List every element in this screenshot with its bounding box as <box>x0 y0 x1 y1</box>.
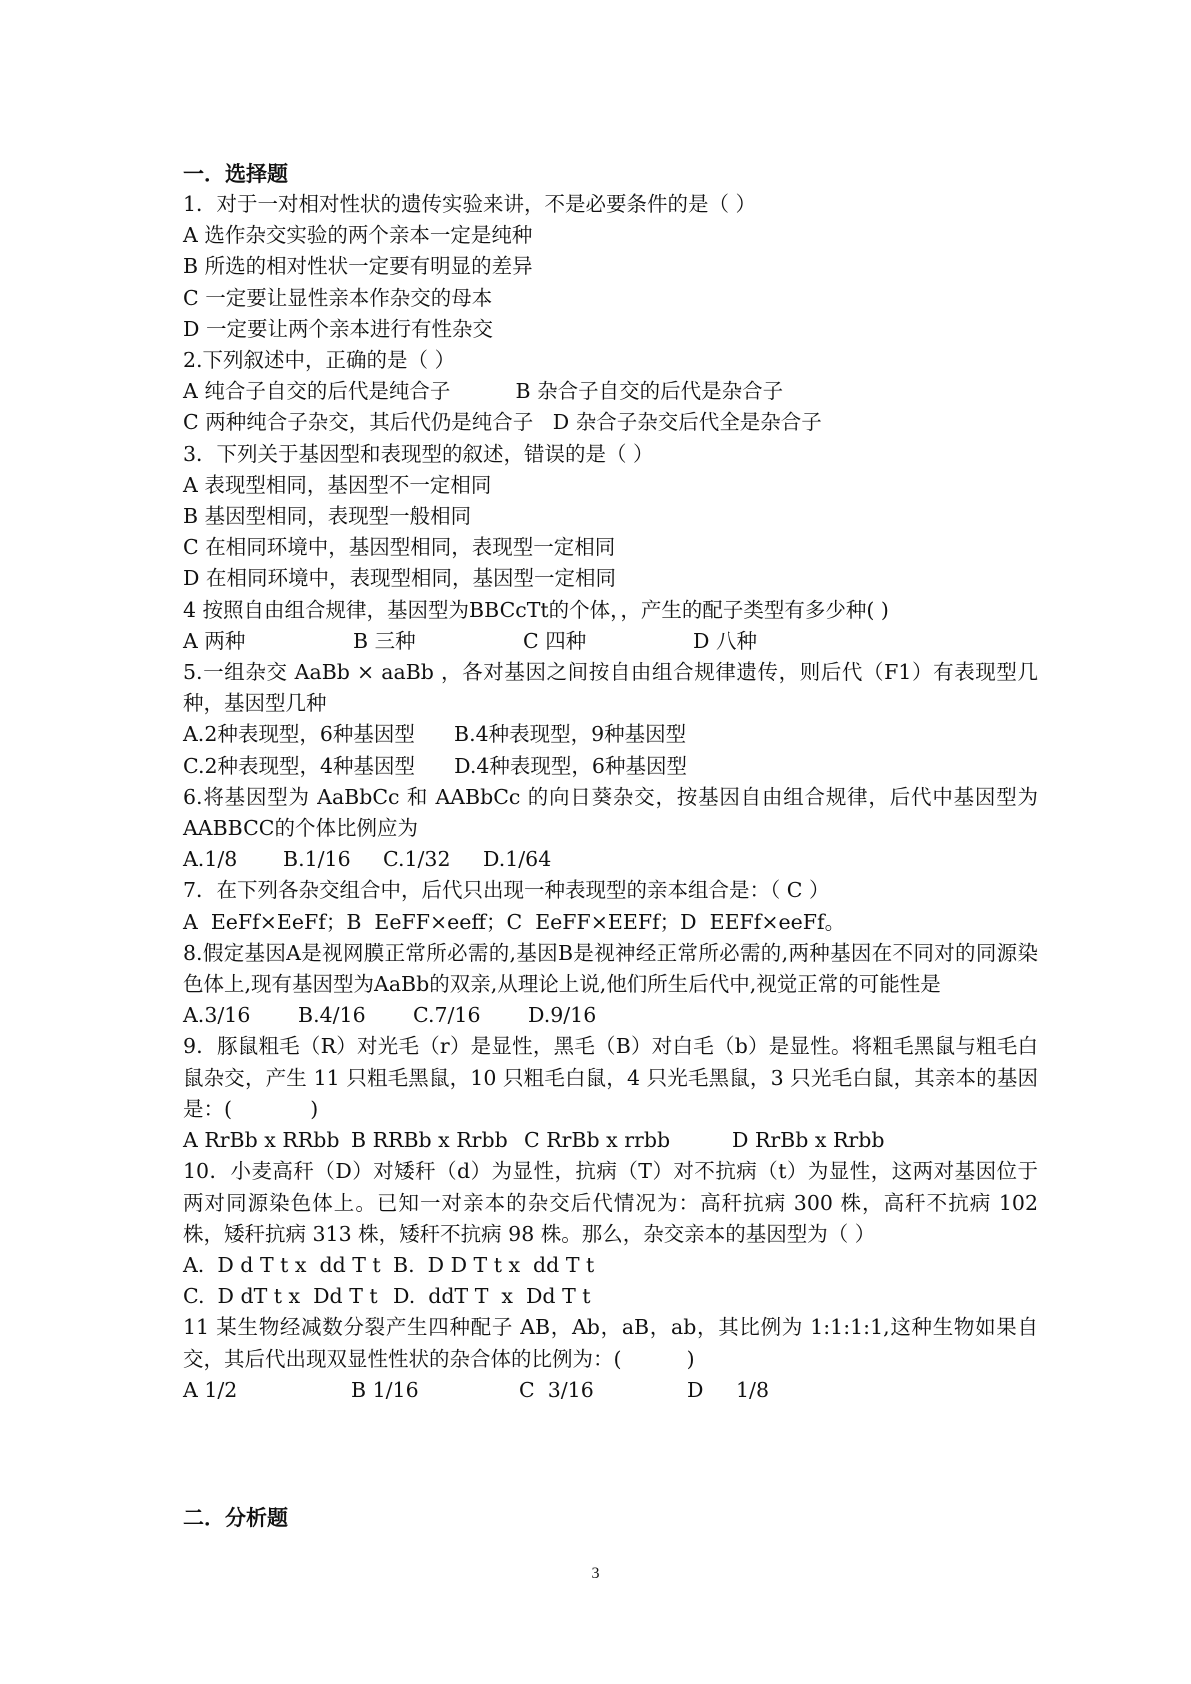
q7-stem: 7．在下列各杂交组合中，后代只出现一种表现型的亲本组合是：（ C ） <box>183 878 830 903</box>
q4-options <box>183 626 1038 657</box>
q6-option-b: B.1/16 <box>283 847 351 872</box>
q11-option-a: A 1/2 <box>183 1377 238 1402</box>
q3-option-d: D 在相同环境中，表现型相同，基因型一定相同 <box>183 566 616 591</box>
q10-options-cd <box>183 1281 1038 1312</box>
q10-options-ab <box>183 1250 1038 1281</box>
q7-options: A EeFf×EeFf；B EeFF×eeff；C EeFF×EEFf；D EEFf×eeFf。 <box>183 909 846 934</box>
q5-options-ab: A.2种表现型，6种基因型 B.4种表现型，9种基因型 <box>183 722 687 747</box>
section-2-title: 二．分析题 <box>183 1505 288 1530</box>
q10-option-a: A. D d T t x dd T t <box>183 1252 381 1277</box>
q9-stem: 9．豚鼠粗毛（R）对光毛（r）是显性，黑毛（B）对白毛（b）是显性。将粗毛黑鼠与粗毛白鼠杂交，产生 11 只粗毛黑鼠，10 只粗毛白鼠，4 只光毛黑鼠，3 只光毛白鼠，其亲本的基因是：( ) <box>183 1034 1038 1121</box>
q1-stem: 1．对于一对相对性状的遗传实验来讲，不是必要条件的是（ ） <box>183 192 757 216</box>
q6-options <box>183 844 1038 875</box>
page-number: 3 <box>591 1565 600 1582</box>
q4-option-b: B 三种 <box>353 628 416 653</box>
q9-option-b: B RRBb x Rrbb <box>351 1128 508 1153</box>
q1-option-a: A 选作杂交实验的两个亲本一定是纯种 <box>183 223 533 248</box>
q3-stem: 3．下列关于基因型和表现型的叙述，错误的是（ ） <box>183 441 654 466</box>
q9-option-a: A RrBb x RRbb <box>183 1128 340 1153</box>
q4-option-d: D 八种 <box>693 628 757 653</box>
q8-option-a: A.3/16 <box>183 1003 251 1028</box>
q9-option-d: D RrBb x Rrbb <box>732 1128 885 1153</box>
q9-options <box>183 1125 1038 1156</box>
q4-option-a: A 两种 <box>183 628 246 653</box>
q10-stem: 10．小麦高秆（D）对矮秆（d）为显性，抗病（T）对不抗病（t）为显性，这两对基因位于两对同源染色体上。已知一对亲本的杂交后代情况为：高秆抗病 300 株，高秆不抗病 102 株，矮秆抗病 313 株，矮秆不抗病 98 株。那么，杂交亲本的基因型为（ ） <box>183 1159 1038 1246</box>
q11-option-d: D 1/8 <box>687 1377 770 1402</box>
q8-option-d: D.9/16 <box>528 1003 597 1028</box>
q1-option-b: B 所选的相对性状一定要有明显的差异 <box>183 254 533 279</box>
q8-options <box>183 1000 1038 1031</box>
q10-option-c: C. D dT t x Dd T t <box>183 1284 378 1309</box>
q11-option-c: C 3/16 <box>519 1377 594 1402</box>
q5-stem: 5.一组杂交 AaBb × aaBb ，各对基因之间按自由组合规律遗传，则后代（F1）有表现型几种，基因型几种 <box>183 660 1038 716</box>
q8-stem: 8.假定基因A是视网膜正常所必需的,基因B是视神经正常所必需的,两种基因在不同对的同源染色体上,现有基因型为AaBb的双亲,从理论上说,他们所生后代中,视觉正常的可能性是 <box>183 940 1038 997</box>
q8-option-b: B.4/16 <box>298 1003 366 1028</box>
q4-stem: 4 按照自由组合规律，基因型为BBCcTt的个体，，产生的配子类型有多少种( ) <box>183 597 889 622</box>
section-1-title: 一．选择题 <box>183 161 288 186</box>
q3-option-b: B 基因型相同，表现型一般相同 <box>183 504 472 529</box>
q6-option-a: A.1/8 <box>183 847 238 872</box>
q5-options-cd: C.2种表现型，4种基因型 D.4种表现型，6种基因型 <box>183 753 687 778</box>
q6-option-d: D.1/64 <box>483 847 552 872</box>
q6-stem: 6.将基因型为 AaBbCc 和 AABbCc 的向日葵杂交，按基因自由组合规律，后代中基因型为AABBCC的个体比例应为 <box>183 784 1038 841</box>
q2-options-cd: C 两种纯合子杂交，其后代仍是纯合子 D 杂合子杂交后代全是杂合子 <box>183 410 822 435</box>
q1-option-c: C 一定要让显性亲本作杂交的母本 <box>183 285 493 310</box>
q3-option-a: A 表现型相同，基因型不一定相同 <box>183 472 492 497</box>
q10-option-d: D. ddT T x Dd T t <box>393 1284 591 1309</box>
q11-option-b: B 1/16 <box>351 1377 419 1402</box>
q2-stem: 2.下列叙述中，正确的是（ ） <box>183 348 456 373</box>
q3-option-c: C 在相同环境中，基因型相同，表现型一定相同 <box>183 535 616 560</box>
q6-option-c: C.1/32 <box>383 847 451 872</box>
q11-stem: 11 某生物经减数分裂产生四种配子 AB，Ab，aB，ab，其比例为 1:1:1:1,这种生物如果自交，其后代出现双显性性状的杂合体的比例为：( ) <box>183 1315 1038 1371</box>
q4-option-c: C 四种 <box>523 628 587 653</box>
q10-option-b: B. D D T t x dd T t <box>393 1252 595 1277</box>
q9-option-c: C RrBb x rrbb <box>524 1128 671 1153</box>
question-list <box>183 158 1038 1406</box>
q2-options-ab: A 纯合子自交的后代是纯合子 B 杂合子自交的后代是杂合子 <box>183 379 784 404</box>
q1-option-d: D 一定要让两个亲本进行有性杂交 <box>183 316 493 341</box>
q8-option-c: C.7/16 <box>413 1003 481 1028</box>
q11-options <box>183 1375 1038 1406</box>
